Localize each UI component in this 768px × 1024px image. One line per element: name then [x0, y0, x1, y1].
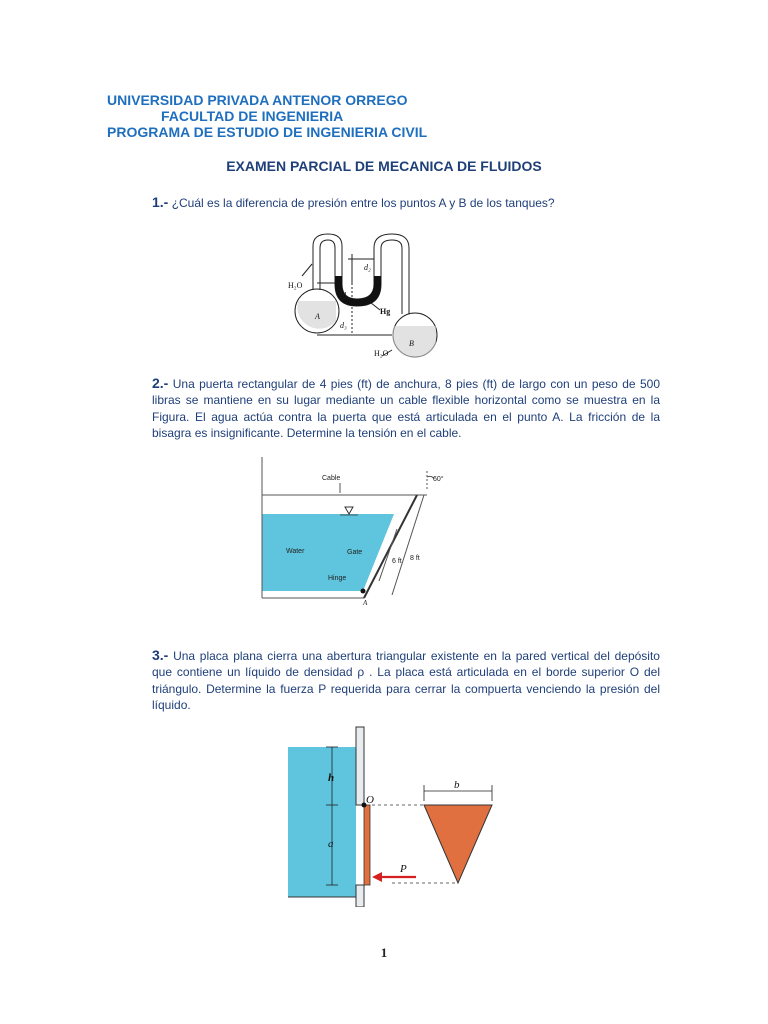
label-d3: d₃: [340, 321, 347, 330]
label-h2o-b: H₂O: [374, 349, 389, 358]
question-2-text: Una puerta rectangular de 4 pies (ft) de anchura, 8 pies (ft) de largo con un peso de 500 libras se mantiene en su lugar mediante un cable flexible horizontal como se muestra en la Figura. El agua actúa contra la puerta que está articulada en el punto A. La fricción de la bisagra es insignificante. Determine la tensión en el cable.: [152, 377, 660, 440]
question-2: [152, 375, 660, 441]
university-name: UNIVERSIDAD PRIVADA ANTENOR ORREGO: [107, 92, 408, 108]
label-cable: Cable: [322, 475, 341, 482]
label-angle: 60°: [433, 476, 444, 483]
figure-manometer: [282, 226, 442, 364]
label-water: Water: [286, 548, 305, 555]
exam-title: EXAMEN PARCIAL DE MECANICA DE FLUIDOS: [226, 158, 542, 174]
label-d1: d₁: [342, 291, 349, 300]
label-p: P: [400, 863, 407, 875]
question-1-number: 1.-: [152, 194, 169, 210]
triangle-gate: [424, 805, 492, 883]
hinge-point: [361, 589, 366, 594]
question-1: [152, 194, 602, 211]
label-o: O: [366, 794, 374, 806]
faculty-name: FACULTAD DE INGENIERIA: [161, 108, 344, 124]
label-h: h: [328, 772, 335, 784]
figure-triangular-gate: [286, 725, 506, 907]
plate-side: [364, 805, 370, 885]
label-gate: Gate: [347, 549, 363, 556]
label-d2: d₂: [364, 263, 371, 272]
label-a: A: [363, 599, 368, 607]
question-2-number: 2.-: [152, 375, 169, 391]
question-3: [152, 647, 660, 713]
label-b: b: [454, 779, 460, 791]
label-6ft: 6 ft: [392, 558, 402, 565]
figure-inclined-gate: [252, 455, 462, 610]
label-hg: Hg: [380, 307, 391, 316]
question-3-text: Una placa plana cierra una abertura triangular existente en la pared vertical del depósito que contiene un líquido de densidad ρ . La placa está articulada en el borde superior O del triángulo. Determine la fuerza P requerida para cerrar la compuerta venciendo la presión del líquido.: [152, 649, 660, 712]
question-3-number: 3.-: [152, 647, 169, 663]
water-region: [288, 747, 356, 897]
program-name: PROGRAMA DE ESTUDIO DE INGENIERIA CIVIL: [107, 124, 428, 140]
question-1-text: ¿Cuál es la diferencia de presión entre los puntos A y B de los tanques?: [171, 196, 555, 210]
label-a: A: [315, 312, 320, 321]
label-b: B: [409, 339, 414, 348]
page-number: 1: [380, 945, 388, 960]
label-hinge: Hinge: [328, 575, 347, 582]
label-h2o-a: H₂O: [288, 281, 303, 290]
label-a: a: [328, 838, 334, 850]
label-8ft: 8 ft: [410, 555, 420, 562]
